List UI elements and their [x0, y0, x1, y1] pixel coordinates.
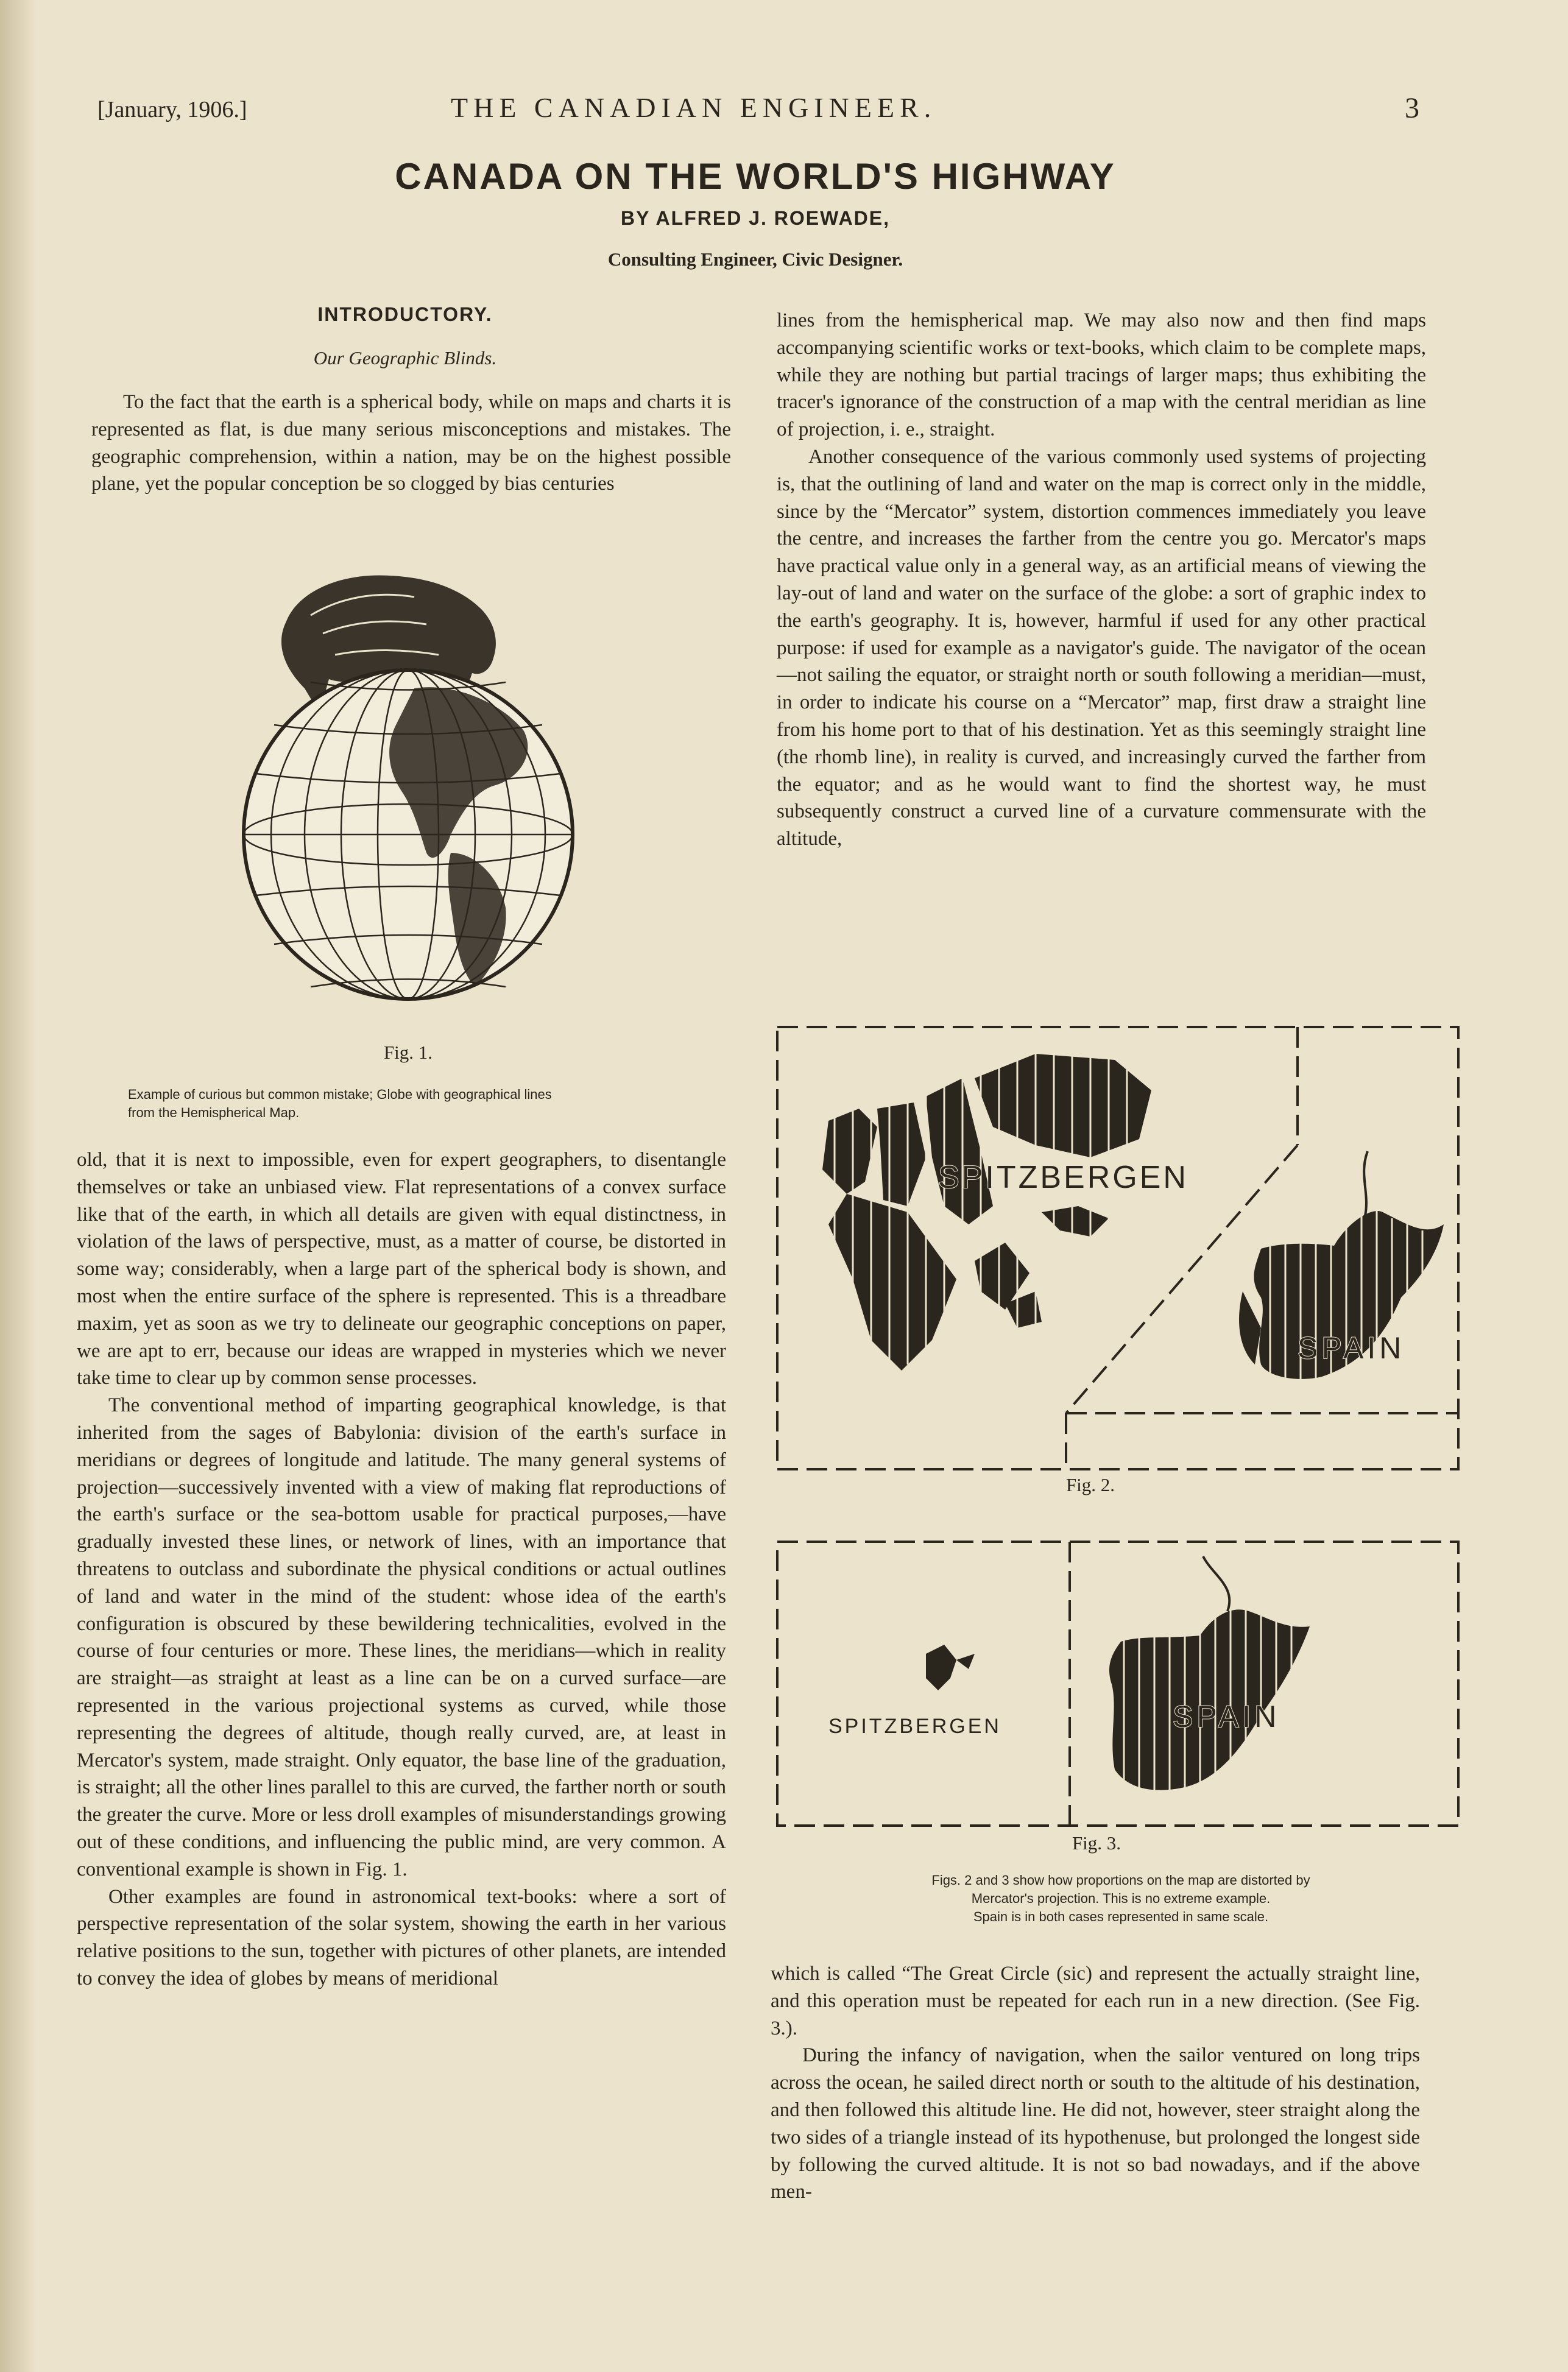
figure-2-map	[774, 1023, 1462, 1474]
figure-2-label: Fig. 2.	[1065, 1474, 1115, 1495]
figure-1-caption-line-2: from the Hemispherical Map.	[128, 1105, 300, 1120]
issue-date: [January, 1906.]	[97, 97, 247, 122]
page-edge-shadow	[0, 0, 37, 2372]
figure-2-spitzbergen-label: SPITZBERGEN	[938, 1160, 1188, 1195]
page-number: 3	[1405, 92, 1419, 124]
figure-3-spain-label: SPAIN	[1173, 1700, 1280, 1734]
col2-paragraph-2: Another consequence of the various commonly used systems of projecting is, that the outlining of land and water on the map is correct only in the middle, since by the “Mercator” system, distortion commences immediately you leave the centre, and increases the farther from the centre you go. Mercator's maps have practical value only in a general way, as an artificial means of viewing the lay-out of land and water on the surface of the globe: a sort of graphic index to the earth's geography. It is, however, harmful if used for any other practical purpose: if used for example as a navigator's guide. The navigator of the ocean—not sailing the equator, or straight north or south following a meridian—must, in order to indicate his course on a “Mercator” map, first draw a straight line from his home port to that of his destination. Yet as this seemingly straight line (the rhomb line), in reality is curved, and increasingly curved the farther from the equator; and as he would want to find the shortest way, he must subsequently construct a curved line of a curvature commensurate with the altitude,	[777, 445, 1426, 850]
section-heading: INTRODUCTORY.	[317, 303, 493, 325]
col2-paragraph-4: During the infancy of navigation, when the sailor ventured on long trips across the ocean, he sailed direct north or south to the altitude of his destination, and then followed this altitude line. He did not, however, steer straight along the two sides of a triangle instead of its hypothenuse, but prolonged the longest side by following the curved altitude. It is not so bad nowadays, and if the above men-	[771, 2044, 1420, 2203]
figure-1-caption	[128, 1085, 737, 1122]
col2-top	[777, 307, 1426, 853]
journal-title: THE CANADIAN ENGINEER.	[451, 92, 937, 123]
col1-paragraph-3: The conventional method of imparting geographical knowledge, is that inherited from the sages of Babylonia: division of the earth's surface in meridians or degrees of longitude and latitude. The many general systems of projection—successively invented with a view of making flat reproductions of the earth's surface or the sea-bottom usable for practical purposes,—have gradually invested these lines, or network of lines, with an importance that threatens to outclass and subordinate the physical conditions or actual outlines of land and water in the mind of the student: whose idea of the earth's configuration is obscured by these bewildering technicalities, evolved in the course of four centuries or more. These lines, the meridians—which in reality are straight—as straight at least as a line can be on a curved surface—are represented in the various projectional systems as curved, while those representing the degrees of altitude, though really curved, are, at least in Mercator's system, made straight. Only equator, the base line of the graduation, is straight; all the other lines parallel to this are curved, the farther north or south the greater the curve. More or less droll examples of misunderstandings growing out of these conditions, and influencing the public mind, are very common. A conventional example is shown in Fig. 1.	[77, 1394, 726, 1880]
figure-3-drawing	[774, 1538, 1462, 1830]
figure-1-caption-line-1: Example of curious but common mistake; Globe with geographical lines	[128, 1087, 552, 1102]
figures-2-3-caption-line-2: Mercator's projection. This is no extreme example.	[971, 1891, 1271, 1906]
col1-paragraph-2: old, that it is next to impossible, even for expert geographers, to disentangle themselves or take an unbiased view. Flat representations of a convex surface like that of the earth, in which all details are given with equal distinctness, in violation of the laws of perspective, must, as a matter of course, be distorted in some way; considerably, when a large part of the spherical body is shown, and most when the entire surface of the sphere is represented. This is a threadbare maxim, yet as soon as we try to delineate our geographic conceptions on paper, we are apt to err, because our ideas are wrapped in mysteries which we never take time to clear up by common sense processes.	[77, 1149, 726, 1389]
figure-2-spain-label: SPAIN	[1298, 1331, 1405, 1365]
author-role: Consulting Engineer, Civic Designer.	[607, 249, 903, 270]
col1-bottom	[77, 1146, 726, 1993]
figure-2-drawing	[774, 1023, 1462, 1474]
col1-top	[91, 389, 731, 498]
globe-bison-illustration	[231, 548, 585, 1036]
col2-paragraph-3: which is called “The Great Circle (sic) and represent the actually straight line, and this operation must be repeated for each run in a new direction. (See Fig. 3.).	[771, 1963, 1420, 2039]
col1-paragraph-4: Other examples are found in astronomical text-books: where a sort of perspective representation of the solar system, showing the earth in her various relative positions to the sun, together with pictures of other planets, are intended to convey the idea of globes by means of meridional	[77, 1885, 726, 1989]
col2-paragraph-1: lines from the hemispherical map. We may also now and then find maps accompanying scientific works or text-books, which claim to be complete maps, while they are nothing but partial tracings of larger maps; thus exhibiting the tracer's ignorance of the construction of a map with the central meridian as line of projection, i. e., straight.	[777, 309, 1426, 441]
figures-2-3-caption-line-3: Spain is in both cases represented in same scale.	[973, 1909, 1269, 1924]
figures-2-3-caption-line-1: Figs. 2 and 3 show how proportions on the map are distorted by	[931, 1873, 1310, 1888]
col1-paragraph-1: To the fact that the earth is a spherical body, while on maps and charts it is represented as flat, is due many serious misconceptions and mistakes. The geographic comprehension, within a nation, may be on the highest possible plane, yet the popular conception be so clogged by bias centuries	[91, 391, 731, 495]
figure-3-map	[774, 1538, 1462, 1830]
article-title: CANADA ON THE WORLD'S HIGHWAY	[395, 156, 1116, 197]
figure-3-label: Fig. 3.	[1072, 1832, 1121, 1854]
figures-2-3-caption	[780, 1871, 1462, 1926]
running-header	[97, 91, 1419, 128]
figure-3-spitzbergen-label: SPITZBERGEN	[828, 1715, 1001, 1738]
col2-bottom	[771, 1960, 1420, 2206]
figure-1-label: Fig. 1.	[383, 1042, 433, 1063]
article-byline: BY ALFRED J. ROEWADE,	[620, 207, 891, 229]
section-subheading: Our Geographic Blinds.	[313, 347, 497, 369]
figure-1-globe	[231, 548, 585, 1036]
